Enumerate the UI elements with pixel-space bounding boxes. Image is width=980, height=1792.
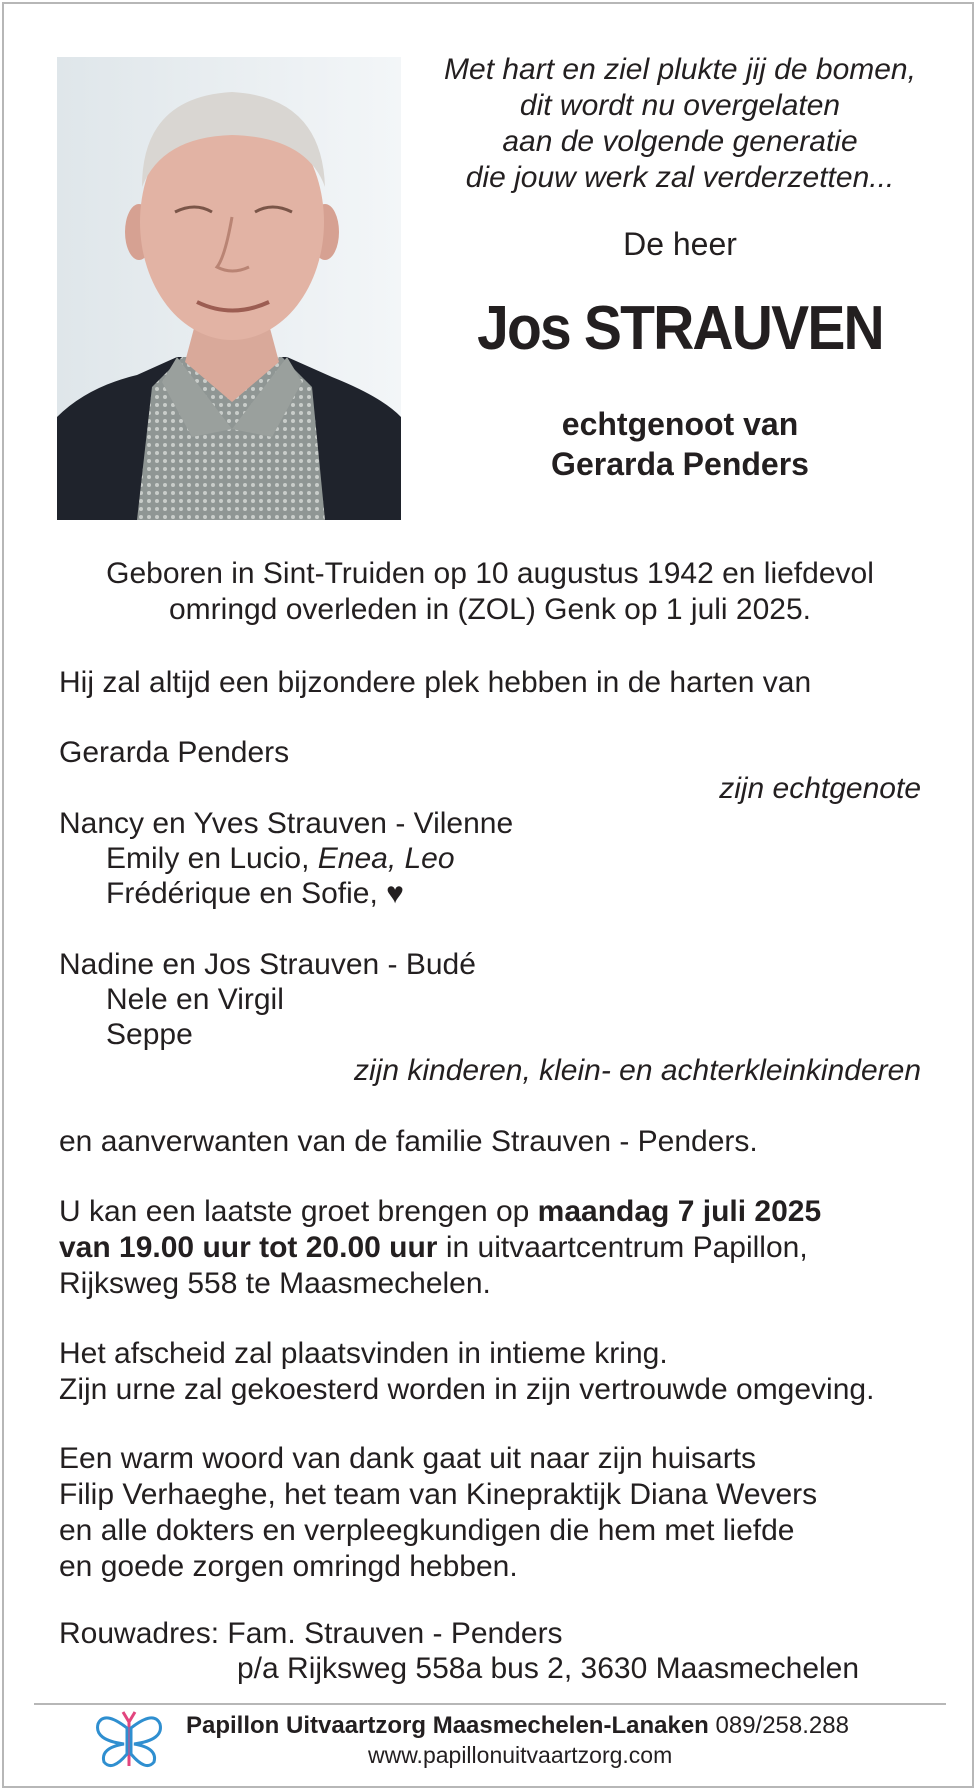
poem-line: die jouw werk zal verderzetten... xyxy=(465,161,895,194)
child-family-2: Nadine en Jos Strauven - Budé xyxy=(59,948,476,981)
grandchildren-1a xyxy=(106,841,455,877)
family-intro: Hij zal altijd een bijzondere plek hebben in de harten van xyxy=(59,666,812,699)
visitation-block xyxy=(59,1194,821,1302)
funeral-home-name: Papillon Uitvaartzorg Maasmechelen-Lanaken xyxy=(186,1712,709,1739)
birth-death-info xyxy=(40,556,940,628)
spouse-listing: Gerarda Penders xyxy=(59,736,290,769)
urn-line: Zijn urne zal gekoesterd worden in zijn vertrouwde omgeving. xyxy=(59,1373,875,1406)
death-line: omringd overleden in (ZOL) Genk op 1 juli 2025. xyxy=(168,593,811,626)
spouse-role: zijn echtgenote xyxy=(719,772,921,805)
children-role: zijn kinderen, klein- en achterkleinkinderen xyxy=(354,1054,921,1087)
thanks-line: Een warm woord van dank gaat uit naar zijn huisarts xyxy=(59,1442,757,1475)
grandchildren-2a: Nele en Virgil xyxy=(106,983,284,1016)
thanks-line: Filip Verhaeghe, het team van Kinepraktijk Diana Wevers xyxy=(59,1478,818,1511)
visitation-intro: U kan een laatste groet brengen op xyxy=(59,1195,538,1228)
funeral-home-website[interactable]: www.papillonuitvaartzorg.com xyxy=(368,1742,673,1768)
mourning-address-label: Rouwadres: Fam. Strauven - Penders xyxy=(59,1617,563,1650)
visitation-address: Rijksweg 558 te Maasmechelen. xyxy=(59,1267,491,1300)
poem xyxy=(420,52,940,196)
footer-divider xyxy=(34,1703,946,1705)
visitation-date: maandag 7 juli 2025 xyxy=(537,1195,822,1228)
grandchildren-names: Emily en Lucio, xyxy=(106,842,318,875)
thanks-line: en alle dokters en verpleegkundigen die hem met liefde xyxy=(59,1514,795,1547)
spouse-block xyxy=(420,404,940,484)
visitation-time: van 19.00 uur tot 20.00 uur xyxy=(59,1231,438,1264)
portrait-photo xyxy=(57,57,401,520)
portrait-illustration xyxy=(57,57,401,520)
grandchildren-1b: Frédérique en Sofie, ♥ xyxy=(106,877,404,910)
poem-line: dit wordt nu overgelaten xyxy=(519,89,841,122)
butterfly-logo-icon xyxy=(94,1708,164,1772)
title-prefix: De heer xyxy=(623,226,737,262)
funeral-home-phone[interactable]: 089/258.288 xyxy=(708,1712,849,1739)
great-grandchildren-names: Enea, Leo xyxy=(317,842,455,875)
relatives-line: en aanverwanten van de familie Strauven - Penders. xyxy=(59,1125,758,1158)
poem-line: aan de volgende generatie xyxy=(502,125,858,158)
thanks-line: en goede zorgen omringd hebben. xyxy=(59,1550,518,1583)
mourning-address-street: p/a Rijksweg 558a bus 2, 3630 Maasmechelen xyxy=(237,1652,860,1685)
deceased-name: Jos STRAUVEN xyxy=(477,294,883,363)
thanks-block xyxy=(59,1441,817,1585)
birth-line: Geboren in Sint-Truiden op 10 augustus 1942 en liefdevol xyxy=(106,557,874,590)
grandchildren-2b: Seppe xyxy=(106,1018,193,1051)
child-family-1: Nancy en Yves Strauven - Vilenne xyxy=(59,807,514,840)
farewell-block xyxy=(59,1336,874,1408)
farewell-line: Het afscheid zal plaatsvinden in intieme kring. xyxy=(59,1337,668,1370)
poem-line: Met hart en ziel plukte jij de bomen, xyxy=(444,53,916,86)
spouse-name: Gerarda Penders xyxy=(551,446,809,482)
spouse-relation: echtgenoot van xyxy=(561,406,799,442)
funeral-home xyxy=(186,1711,849,1741)
visitation-location: in uitvaartcentrum Papillon, xyxy=(437,1231,808,1264)
